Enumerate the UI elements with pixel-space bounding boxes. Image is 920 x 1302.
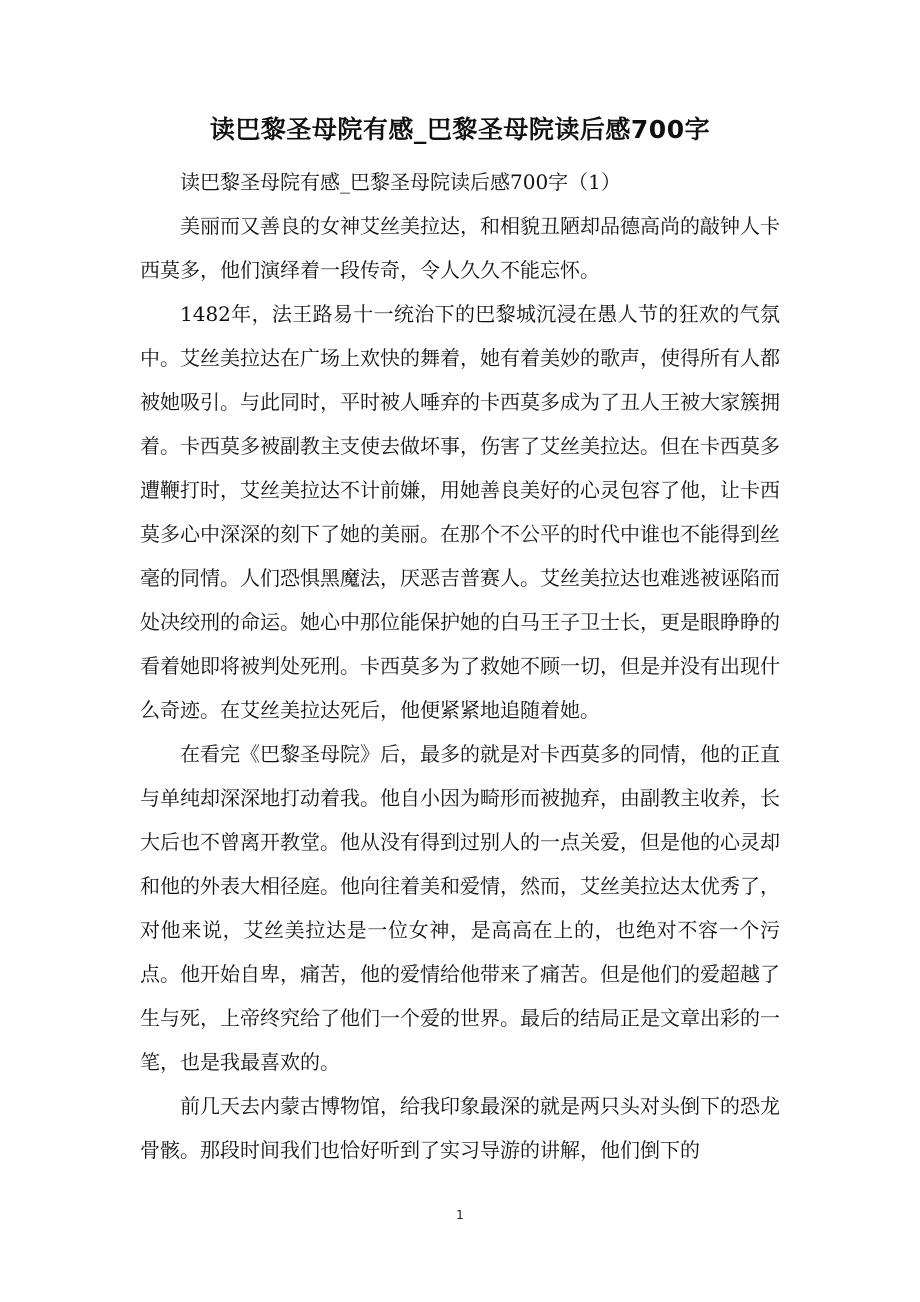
subtitle-paragraph: 读巴黎圣母院有感_巴黎圣母院读后感700字（1） xyxy=(180,170,621,194)
body-paragraph: 前几天去内蒙古博物馆，给我印象最深的就是两只头对头倒下的恐龙骨骸。那段时间我们也恰好听到了实习导游的讲解，他们倒下的 xyxy=(140,1094,780,1162)
body-paragraph: 1482年，法王路易十一统治下的巴黎城沉浸在愚人节的狂欢的气氛中。艾丝美拉达在广场上欢快的舞着，她有着美妙的歌声，使得所有人都被她吸引。与此同时，平时被人唾弃的卡西莫多成为了丑人王被大家簇拥着。卡西莫多被副教主支使去做坏事，伤害了艾丝美拉达。但在卡西莫多遭鞭打时，艾丝美拉达不计前嫌，用她善良美好的心灵包容了他，让卡西莫多心中深深的刻下了她的美丽。在那个不公平的时代中谁也不能得到丝毫的同情。人们恐惧黑魔法，厌恶吉普赛人。艾丝美拉达也难逃被诬陷而处决绞刑的命运。她心中那位能保护她的白马王子卫士长，更是眼睁睁的看着她即将被判处死刑。卡西莫多为了救她不顾一切，但是并没有出现什么奇迹。在艾丝美拉达死后，他便紧紧地追随着她。 xyxy=(140,302,780,722)
document-title: 读巴黎圣母院有感_巴黎圣母院读后感700字 xyxy=(209,115,711,144)
page-number: 1 xyxy=(456,1208,464,1222)
body-paragraph: 美丽而又善良的女神艾丝美拉达，和相貌丑陋却品德高尚的敲钟人卡西莫多，他们演绎着一段传奇，令人久久不能忘怀。 xyxy=(140,214,780,282)
body-paragraph: 在看完《巴黎圣母院》后，最多的就是对卡西莫多的同情，他的正直与单纯却深深地打动着我。他自小因为畸形而被抛弃，由副教主收养，长大后也不曾离开教堂。他从没有得到过别人的一点关爱，但是他的心灵却和他的外表大相径庭。他向往着美和爱情，然而，艾丝美拉达太优秀了，对他来说，艾丝美拉达是一位女神，是高高在上的，也绝对不容一个污点。他开始自卑，痛苦，他的爱情给他带来了痛苦。但是他们的爱超越了生与死，上帝终究给了他们一个爱的世界。最后的结局正是文章出彩的一笔，也是我最喜欢的。 xyxy=(140,742,780,1074)
document-body xyxy=(140,160,780,1172)
